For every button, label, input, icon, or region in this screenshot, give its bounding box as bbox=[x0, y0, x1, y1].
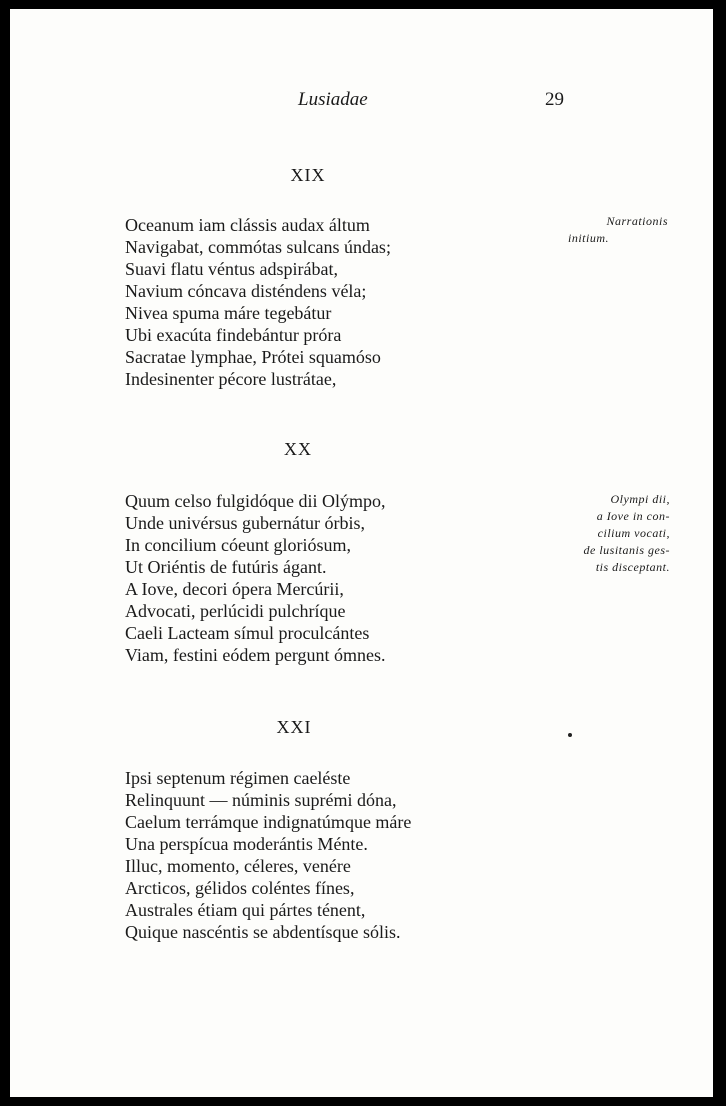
verse-line: Ut Oriéntis de futúris ágant. bbox=[125, 557, 327, 577]
verse-line: Una perspícua moderántis Ménte. bbox=[125, 834, 368, 854]
note-line: a Iove in con- bbox=[596, 509, 670, 523]
verse-line: Quum celso fulgidóque dii Olýmpo, bbox=[125, 491, 386, 511]
book-page bbox=[10, 9, 713, 1097]
verse-line: Ipsi septenum régimen caeléste bbox=[125, 768, 351, 788]
verse-line: Viam, festini eódem pergunt ómnes. bbox=[125, 645, 386, 665]
stanza-number-xix: XIX bbox=[290, 165, 326, 185]
verse-line: Oceanum iam clássis audax áltum bbox=[125, 215, 370, 235]
stanza-number-xx: XX bbox=[284, 439, 312, 459]
note-line: de lusitanis ges- bbox=[583, 543, 670, 557]
note-line: Olympi dii, bbox=[610, 492, 670, 506]
verse-line: Navium cóncava disténdens véla; bbox=[125, 281, 367, 301]
verse-line: Arcticos, gélidos coléntes fínes, bbox=[125, 878, 355, 898]
stanza-number-xxi: XXI bbox=[276, 717, 312, 737]
note-line: Narrationis bbox=[606, 214, 668, 228]
note-line: tis disceptant. bbox=[595, 560, 670, 574]
verse-line: Caelum terrámque indignatúmque máre bbox=[125, 812, 412, 832]
margin-note-olympi bbox=[558, 491, 670, 576]
verse-line: Navigabat, commótas sulcans úndas; bbox=[125, 237, 391, 257]
page-number: 29 bbox=[545, 89, 564, 110]
margin-note-narrationis bbox=[548, 213, 668, 247]
verse-line: Relinquunt — núminis suprémi dóna, bbox=[125, 790, 397, 810]
stanza-xix bbox=[125, 214, 391, 390]
running-title: Lusiadae bbox=[298, 89, 368, 110]
ink-speck bbox=[568, 733, 572, 737]
verse-line: Sacratae lymphae, Prótei squamóso bbox=[125, 347, 381, 367]
verse-line: Suavi flatu véntus adspirábat, bbox=[125, 259, 338, 279]
note-line: initium. bbox=[568, 231, 610, 245]
verse-line: Quique nascéntis se abdentísque sólis. bbox=[125, 922, 401, 942]
verse-line: Indesinenter pécore lustrátae, bbox=[125, 369, 337, 389]
stanza-xxi bbox=[125, 767, 411, 943]
verse-line: Caeli Lacteam símul proculcántes bbox=[125, 623, 370, 643]
verse-line: Nivea spuma máre tegebátur bbox=[125, 303, 332, 323]
stanza-xx bbox=[125, 490, 386, 666]
verse-line: Illuc, momento, céleres, venére bbox=[125, 856, 351, 876]
verse-line: Ubi exacúta findebántur próra bbox=[125, 325, 342, 345]
verse-line: A Iove, decori ópera Mercúrii, bbox=[125, 579, 344, 599]
verse-line: Australes étiam qui pártes ténent, bbox=[125, 900, 366, 920]
verse-line: In concilium cóeunt gloriósum, bbox=[125, 535, 351, 555]
verse-line: Advocati, perlúcidi pulchríque bbox=[125, 601, 346, 621]
verse-line: Unde univérsus gubernátur órbis, bbox=[125, 513, 365, 533]
note-line: cilium vocati, bbox=[597, 526, 670, 540]
